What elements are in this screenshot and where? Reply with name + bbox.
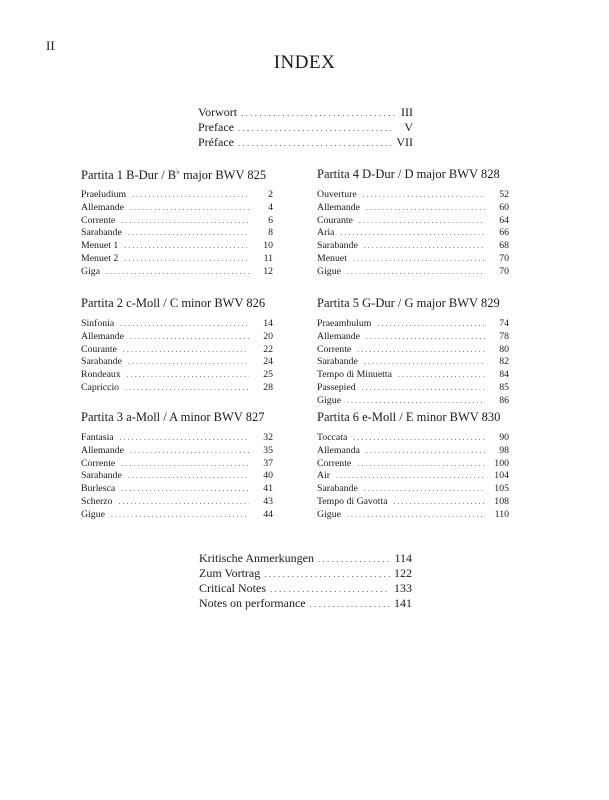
toc-entry xyxy=(199,581,412,596)
movement-entry: Corrente ..... 100 xyxy=(317,458,509,471)
page-title: INDEX xyxy=(273,52,336,73)
partita-2-section xyxy=(81,296,273,395)
entry-page: III xyxy=(401,105,413,119)
movement-entry: Praeludium ..... 2 xyxy=(81,189,273,202)
toc-entry xyxy=(198,120,413,135)
flat-sign: ♭ xyxy=(176,167,180,176)
partita-heading: Partita 4 D-Dur / D major BWV 828 xyxy=(317,167,500,181)
movement-entry: Giga ..... 12 xyxy=(81,266,273,279)
movement-entry: Sarabande ..... 40 xyxy=(81,470,273,483)
movement-entry: Sarabande ..... 68 xyxy=(317,240,509,253)
movement-entry: Allemande ..... 4 xyxy=(81,202,273,215)
toc-entry xyxy=(198,105,413,120)
movement-entry: Air ..... 104 xyxy=(317,470,509,483)
movement-entry: Fantasia ..... 32 xyxy=(81,432,273,445)
movement-entry: Tempo di Minuetta ..... 84 xyxy=(317,369,509,382)
movement-entry: Capriccio ..... 28 xyxy=(81,382,273,395)
partita-heading: Partita 5 G-Dur / G major BWV 829 xyxy=(317,296,500,310)
movement-entry: Gigue ..... 70 xyxy=(317,266,509,279)
entry-label: Zum Vortrag xyxy=(199,566,261,580)
entry-label: Preface xyxy=(198,120,234,134)
movement-entry: Ouverture ..... 52 xyxy=(317,189,509,202)
entry-label: Kritische Anmerkungen xyxy=(199,551,314,565)
entry-page: 133 xyxy=(394,581,412,595)
back-matter-list xyxy=(199,551,412,611)
toc-entry xyxy=(198,135,413,150)
movement-entry: Allemande ..... 78 xyxy=(317,331,509,344)
movement-entry: Allemande ..... 20 xyxy=(81,331,273,344)
movement-entry: Aria ..... 66 xyxy=(317,227,509,240)
entry-page: 141 xyxy=(394,596,412,610)
partita-heading: Partita 3 a-Moll / A minor BWV 827 xyxy=(81,410,265,424)
movement-entry: Menuet 2 ..... 11 xyxy=(81,253,273,266)
movement-entry: Allemande ..... 35 xyxy=(81,445,273,458)
partita-heading: Partita 1 B-Dur / B♭ major BWV 825 xyxy=(81,167,267,182)
entry-label: Notes on performance xyxy=(199,596,306,610)
movement-entry: Burlesca ..... 41 xyxy=(81,483,273,496)
movement-entry: Gigue ..... 110 xyxy=(317,509,509,522)
movement-entry: Tempo di Gavotta ..... 108 xyxy=(317,496,509,509)
entry-page: VII xyxy=(396,135,413,149)
movement-entry: Rondeaux ..... 25 xyxy=(81,369,273,382)
entry-page: V xyxy=(404,120,413,134)
movement-entry: Corrente ..... 80 xyxy=(317,344,509,357)
partita-1-section xyxy=(81,167,273,279)
movement-entry: Courante ..... 22 xyxy=(81,344,273,357)
movement-entry: Praeambulum ..... 74 xyxy=(317,318,509,331)
partita-heading: Partita 2 c-Moll / C minor BWV 826 xyxy=(81,296,266,310)
partita-3-section xyxy=(81,410,273,522)
movement-entry: Gigue ..... 86 xyxy=(317,395,509,408)
partita-heading: Partita 6 e-Moll / E minor BWV 830 xyxy=(317,410,501,424)
entry-label: Vorwort xyxy=(198,105,238,119)
movement-entry: Allemanda ..... 98 xyxy=(317,445,509,458)
movement-entry: Menuet 1 ..... 10 xyxy=(81,240,273,253)
movement-entry: Sarabande ..... 82 xyxy=(317,356,509,369)
movement-entry: Allemande ..... 60 xyxy=(317,202,509,215)
movement-entry: Sarabande ..... 24 xyxy=(81,356,273,369)
movement-entry: Toccata ..... 90 xyxy=(317,432,509,445)
entry-page: 114 xyxy=(394,551,412,565)
movement-entry: Menuet ..... 70 xyxy=(317,253,509,266)
entry-page: 122 xyxy=(394,566,412,580)
front-matter-list xyxy=(198,105,413,150)
entry-label: Critical Notes xyxy=(199,581,266,595)
movement-entry: Sarabande ..... 105 xyxy=(317,483,509,496)
movement-entry: Sinfonia ..... 14 xyxy=(81,318,273,331)
movement-entry: Corrente ..... 6 xyxy=(81,215,273,228)
partita-4-section xyxy=(317,167,509,279)
partita-6-section xyxy=(317,410,509,522)
toc-entry xyxy=(199,596,412,611)
movement-entry: Passepied ..... 85 xyxy=(317,382,509,395)
toc-entry xyxy=(199,566,412,581)
entry-label: Préface xyxy=(198,135,234,149)
toc-entry xyxy=(199,551,412,566)
page-folio: II xyxy=(46,38,55,53)
movement-entry: Corrente ..... 37 xyxy=(81,458,273,471)
partita-5-section xyxy=(317,296,509,408)
movement-entry: Gigue ..... 44 xyxy=(81,509,273,522)
movement-entry: Sarabande ..... 8 xyxy=(81,227,273,240)
movement-entry: Courante ..... 64 xyxy=(317,215,509,228)
movement-entry: Scherzo ..... 43 xyxy=(81,496,273,509)
